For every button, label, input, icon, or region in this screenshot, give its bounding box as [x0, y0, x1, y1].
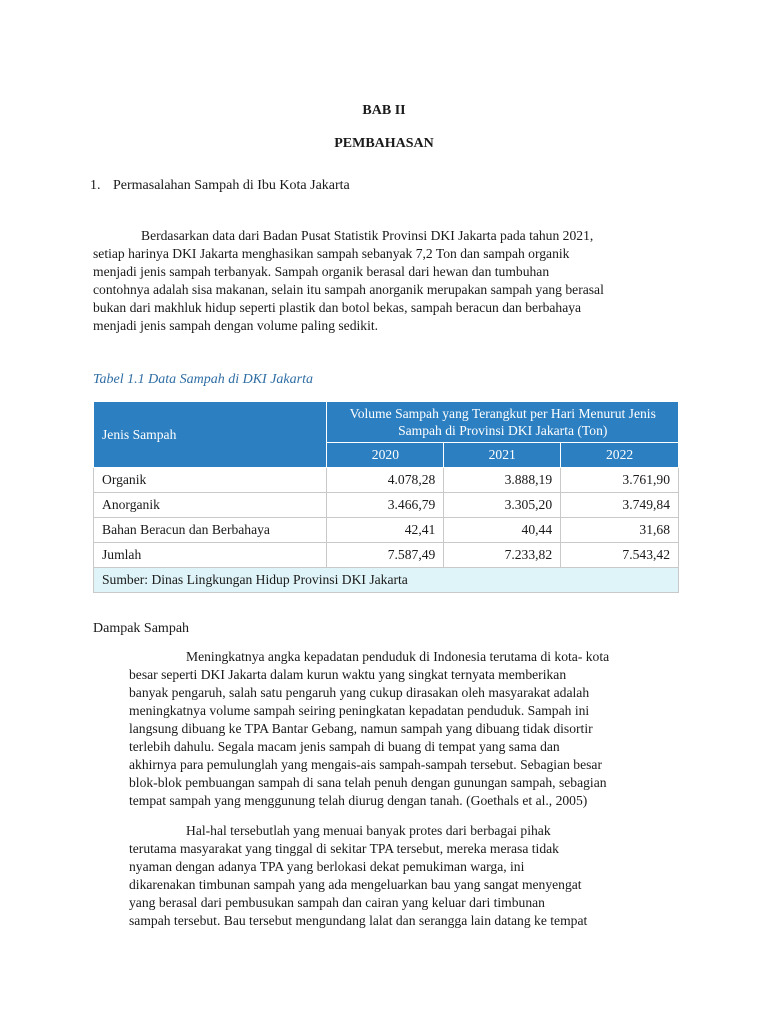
- cell-value: 3.888,19: [444, 468, 561, 493]
- text-line: bukan dari makhluk hidup seperti plastik dan botol bekas, sampah beracun dan berbahaya: [93, 300, 582, 315]
- text-line: Hal-hal tersebutlah yang menuai banyak protes dari berbagai pihak: [186, 823, 551, 838]
- table-source-row: [94, 568, 679, 593]
- text-line: menjadi jenis sampah dengan volume paling sedikit.: [93, 318, 379, 333]
- cell-value: 3.305,20: [444, 493, 561, 518]
- text-line: sampah tersebut. Bau tersebut mengundang lalat dan serangga lain datang ke tempat: [129, 913, 588, 928]
- table-caption: Tabel 1.1 Data Sampah di DKI Jakarta: [93, 372, 313, 387]
- text-line: tempat sampah yang menggunung telah diurug dengan tanah. (Goethals et al., 2005): [129, 793, 588, 808]
- header-volume: Volume Sampah yang Terangkut per Hari Menurut Jenis Sampah di Provinsi DKI Jakarta (Ton): [327, 402, 679, 443]
- text-line: menjadi jenis sampah terbanyak. Sampah organik berasal dari hewan dan tumbuhan: [93, 264, 550, 279]
- text-line: terlebih dahulu. Segala macam jenis sampah di buang di tempat yang sama dan: [129, 739, 560, 754]
- cell-value: 7.233,82: [444, 543, 561, 568]
- row-label: Anorganik: [94, 493, 327, 518]
- row-label: Organik: [94, 468, 327, 493]
- table-source: Sumber: Dinas Lingkungan Hidup Provinsi DKI Jakarta: [94, 568, 679, 593]
- text-line: yang berasal dari pembusukan sampah dan cairan yang keluar dari timbunan: [129, 895, 545, 910]
- text-line: besar seperti DKI Jakarta dalam kurun waktu yang singkat ternyata memberikan: [129, 667, 567, 682]
- text-line: langsung dibuang ke TPA Bantar Gebang, namun sampah yang dibuang tidak disortir: [129, 721, 593, 736]
- text-line: Berdasarkan data dari Badan Pusat Statistik Provinsi DKI Jakarta pada tahun 2021,: [141, 228, 594, 243]
- section-number: 1.: [90, 178, 101, 193]
- text-line: banyak pengaruh, salah satu pengaruh yang cukup dirasakan oleh masyarakat adalah: [129, 685, 590, 700]
- chapter-label: BAB II: [362, 103, 406, 118]
- paragraph-2: [129, 648, 673, 810]
- paragraph-1: [93, 227, 673, 335]
- chapter-title: PEMBAHASAN: [334, 136, 434, 151]
- table-row: [94, 518, 679, 543]
- row-label: Bahan Beracun dan Berbahaya: [94, 518, 327, 543]
- header-year: 2020: [327, 443, 444, 468]
- cell-value: 7.543,42: [561, 543, 679, 568]
- cell-value: 3.761,90: [561, 468, 679, 493]
- row-label: Jumlah: [94, 543, 327, 568]
- header-year: 2021: [444, 443, 561, 468]
- table-row: [94, 543, 679, 568]
- text-line: blok-blok pembuangan sampah di sana telah penuh dengan gunungan sampah, sebagian: [129, 775, 607, 790]
- cell-value: 7.587,49: [327, 543, 444, 568]
- cell-value: 3.749,84: [561, 493, 679, 518]
- cell-value: 42,41: [327, 518, 444, 543]
- text-line: meningkatnya volume sampah seiring peningkatan kepadatan penduduk. Sampah ini: [129, 703, 590, 718]
- cell-value: 31,68: [561, 518, 679, 543]
- text-line: nyaman dengan adanya TPA yang berlokasi dekat pemukiman warga, ini: [129, 859, 525, 874]
- cell-value: 3.466,79: [327, 493, 444, 518]
- cell-value: 4.078,28: [327, 468, 444, 493]
- cell-value: 40,44: [444, 518, 561, 543]
- text-line: Meningkatnya angka kepadatan penduduk di Indonesia terutama di kota- kota: [186, 649, 610, 664]
- text-line: contohnya adalah sisa makanan, selain itu sampah anorganik merupakan sampah yang berasal: [93, 282, 604, 297]
- waste-data-table: [93, 401, 679, 593]
- table-row: [94, 493, 679, 518]
- header-year: 2022: [561, 443, 679, 468]
- text-line: setiap harinya DKI Jakarta menghasikan sampah sebanyak 7,2 Ton dan sampah organik: [93, 246, 570, 261]
- header-jenis: Jenis Sampah: [94, 402, 327, 468]
- section-title: Permasalahan Sampah di Ibu Kota Jakarta: [113, 178, 350, 193]
- table-row: [94, 468, 679, 493]
- text-line: terutama masyarakat yang tinggal di sekitar TPA tersebut, mereka merasa tidak: [129, 841, 559, 856]
- text-line: dikarenakan timbunan sampah yang ada mengeluarkan bau yang sangat menyengat: [129, 877, 582, 892]
- text-line: akhirnya para pemulunglah yang mengais-ais sampah-sampah tersebut. Sebagian besar: [129, 757, 602, 772]
- paragraph-3: [129, 822, 657, 930]
- subheading: Dampak Sampah: [93, 621, 190, 636]
- section-heading: [90, 178, 350, 194]
